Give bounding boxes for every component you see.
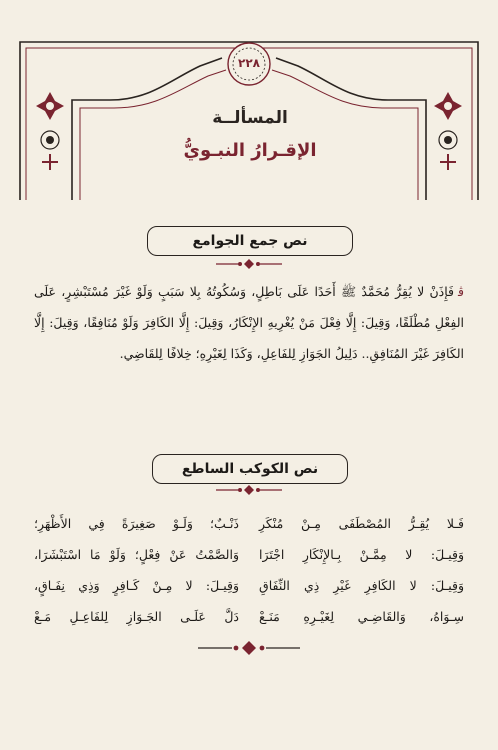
right-medallion-icon xyxy=(434,92,462,170)
page-number: ٢٢٨ xyxy=(238,56,260,70)
verse-left: دَلَّ عَلَـى الجَـوَازِ لِلفَاعِـلِ مَـعْ xyxy=(34,609,239,624)
verse-left: وَالصَّمْتُ عَنْ فِعْلٍ؛ وَلَوْ مَا اسْتَبْشَرَا، xyxy=(34,547,239,562)
section-title-jam-al-jawami: نص جمع الجوامع xyxy=(147,226,353,256)
left-medallion-icon xyxy=(36,92,64,170)
verse-right: سِـوَاهُ، وَالقَاضِـي لِغَيْـرِهِ مَنَـعْ xyxy=(259,609,464,624)
verse-left: ذَنْـبٌ؛ وَلَـوْ صَغِيرَةً فِي الأَظْهَرِ؛ xyxy=(34,516,239,531)
verse-right: وَقِيـلَ: لا مِمَّـنْ بِـالإِنْكَارِ اجْتَرَا xyxy=(259,547,464,562)
verse-right: فَـلا يُقِـرُّ المُصْطَفَى مِـنْ مُنْكَرِ xyxy=(259,516,464,531)
divider-ornament-icon xyxy=(214,258,284,270)
verse-right: وَقِيـلَ: لا الكَافِرِ غَيْرِ ذِي النِّفَاقِ xyxy=(259,578,464,593)
verse-row xyxy=(34,570,464,601)
verse-row xyxy=(34,539,464,570)
bottom-ornament-icon xyxy=(196,640,302,656)
verse-row xyxy=(34,508,464,539)
header-frame xyxy=(0,0,498,200)
poem xyxy=(34,508,464,632)
section-text-body: فَإِذَنْ لا يُقِرُّ مُحَمَّدٌ ﷺ أَحَدًا عَلَى بَاطِلٍ، وَسُكُوتُهُ بِلا سَبَبٍ وَلَوْ غَيْرَ مُسْتَبْشِرٍ، عَلَى الفِعْلِ مُطْلَقًا، وَقِيلَ: إِلَّا فِعْلَ مَنْ يُغْرِيهِ الإِنْكَارُ، وَقِيلَ: إِلَّا الكَافِرَ وَلَوْ مُنَافِقًا، وَقِيلَ: إِلَّا الكَافِرَ غَيْرَ المُنَافِقِ.. دَلِيلُ الجَوَازِ لِلفَاعِلِ، وَكَذَا لِغَيْرِهِ؛ خِلافًا لِلقَاضِي. xyxy=(34,284,464,361)
verse-left: وَقِيـلَ: لا مِـنْ كَـافِرٍ وَذِي نِفَـاقٍ، xyxy=(34,578,239,593)
section-title-kawkab-al-sati: نص الكوكب الساطع xyxy=(152,454,348,484)
issue-title: الإقـرارُ النبـويُّ xyxy=(183,140,317,161)
paragraph-start-icon: ﭬ xyxy=(458,284,464,299)
verse-row xyxy=(34,601,464,632)
section-text xyxy=(34,276,464,369)
divider-ornament-icon xyxy=(214,484,284,496)
issue-label: المسألــة xyxy=(212,108,288,128)
arch-frame-icon xyxy=(0,0,498,200)
